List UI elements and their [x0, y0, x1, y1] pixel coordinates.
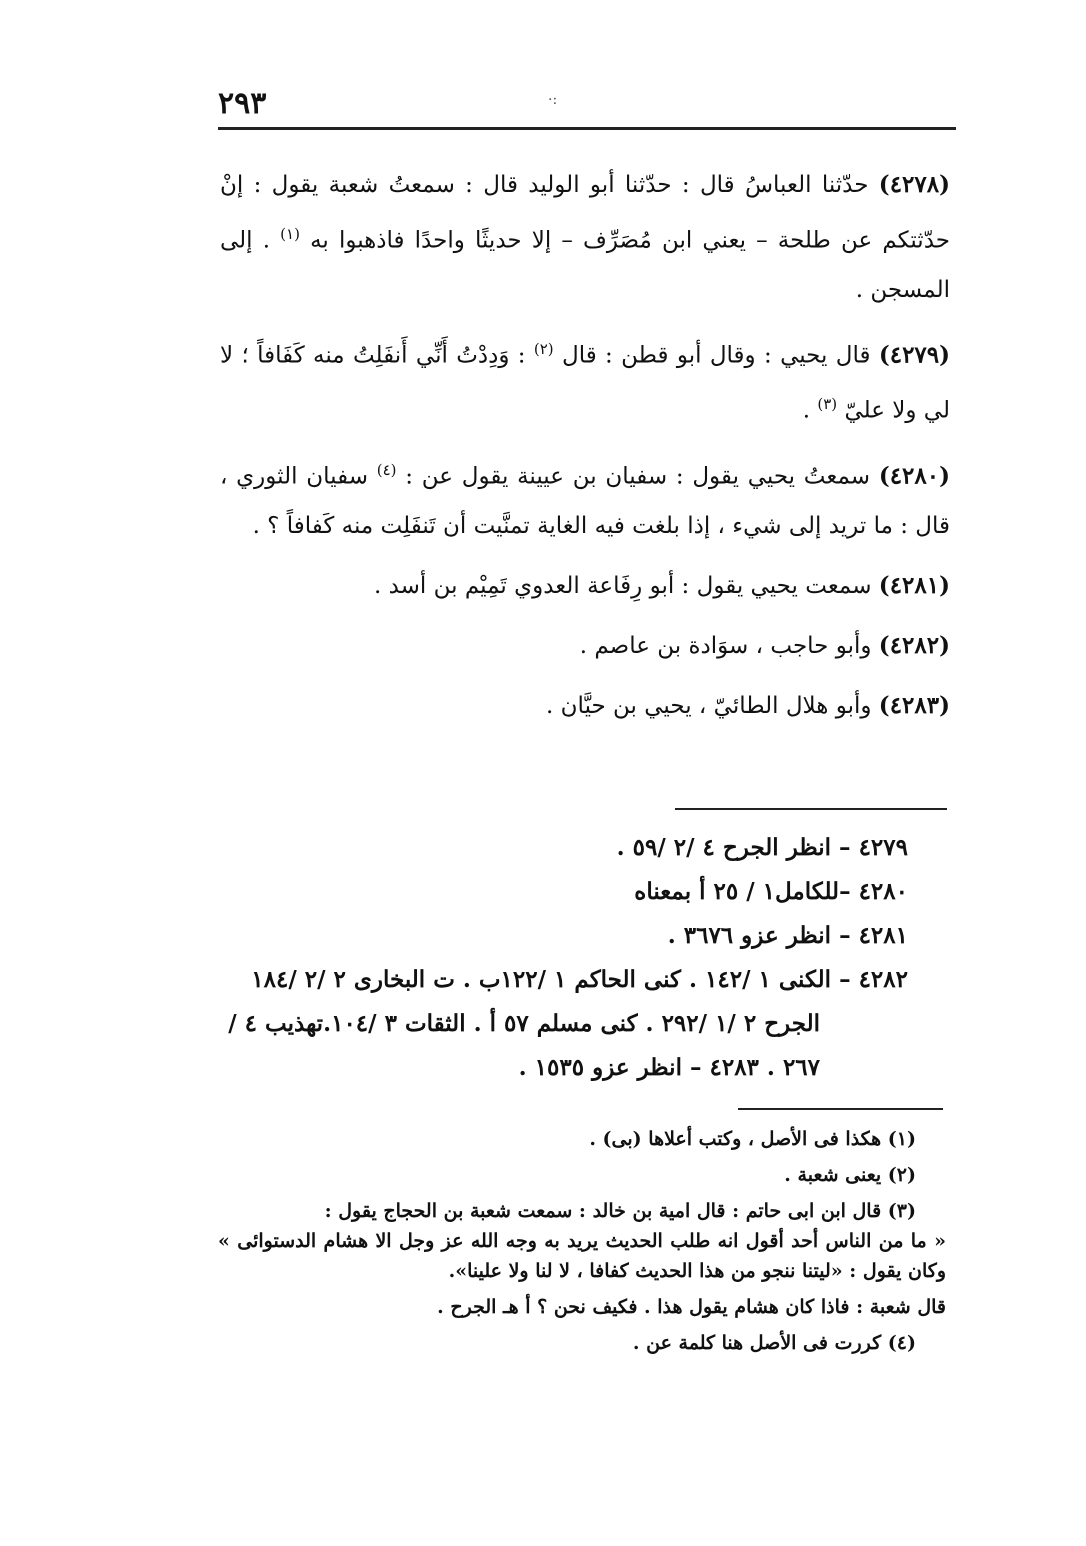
footnote-3: (٣) قال ابن ابى حاتم : قال امية بن خالد : سمعت شعبة بن الحجاج يقول :	[324, 1200, 916, 1222]
footnote-3-quote: « ما من الناس أحد أقول انه طلب الحديث يريد به وجه الله عز وجل الا هشام الدستوائى » وكان يقول : «ليتنا ننجو من هذا الحديث كفافا ، لا لنا ولا علينا».	[218, 1230, 946, 1282]
entry-text: وأبو حاجب ، سوَادة بن عاصم .	[579, 632, 872, 659]
entry-text: سمعت يحيي يقول : أبو رِفَاعة العدوي تَمِيْم بن أسد .	[373, 572, 872, 599]
footnote-1: (١) هكذا فى الأصل ، وكتب أعلاها (بى) .	[589, 1128, 916, 1150]
entry-number: (٤٢٧٨)	[878, 171, 950, 198]
scan-speck: ·:	[548, 92, 558, 108]
reference-line: ٤٢٨٠ –للكامل١ / ٢٥ أ بمعناه	[634, 878, 908, 905]
page-number: ٢٩٣	[218, 86, 267, 121]
entry-4282	[220, 621, 950, 671]
entry-number: (٤٢٧٩)	[878, 341, 951, 369]
reference-line: ٤٢٧٩ – انظر الجرح ٤ /٢ /٥٩ .	[616, 834, 908, 861]
entry-tail: .	[802, 397, 811, 424]
entry-text: قال يحيي : وقال أبو قطن : قال	[562, 342, 871, 369]
footnotes-block	[218, 1124, 946, 1364]
reference-line: ٢٦٧ . ٤٢٨٣ – انظر عزو ١٥٣٥ .	[518, 1054, 820, 1081]
entry-number: (٤٢٨٢)	[878, 631, 950, 659]
entry-tail: . إلى المسجن .	[220, 227, 950, 303]
footnote-ref: (٢)	[533, 339, 554, 358]
entry-number: (٤٢٨١)	[878, 571, 950, 599]
footnote-ref: (١)	[280, 225, 300, 243]
header-rule	[218, 127, 956, 130]
footnotes-divider	[738, 1108, 943, 1110]
main-text	[220, 160, 950, 741]
footnote-2: (٢) يعنى شعبة .	[784, 1164, 916, 1186]
reference-line: الجرح ٢ /١ /٢٩٢ . كنى مسلم ٥٧ أ . الثقات ٣ /١٠٤.تهذيب ٤ /	[228, 1010, 820, 1037]
footnote-4: (٤) كررت فى الأصل هنا كلمة عن .	[632, 1332, 916, 1354]
entry-4279	[220, 325, 950, 436]
entry-number: (٤٢٨٠)	[878, 462, 951, 490]
entry-tail: سفيان الثوري ، قال : ما تريد إلى شيء ، إذا بلغت فيه الغاية تمنَّيت أن تَنفَلِت منه كَفافاً ؟ .	[220, 463, 950, 539]
references-block	[218, 826, 908, 1090]
footnote-ref: (٣)	[817, 395, 838, 414]
entry-4283	[220, 681, 950, 731]
entry-number: (٤٢٨٣)	[878, 691, 950, 719]
entry-text: حدّثنا العباسُ قال : حدّثنا أبو الوليد قال : سمعتُ شعبة يقول : إنْ حدّثتكم عن طلحة – يعني ابن مُصَرِّف – إلا حديثًا واحدًا فاذهبوا به	[220, 172, 950, 254]
reference-line: ٤٢٨٢ – الكنى ١ /١٤٢ . كنى الحاكم ١ /١٢٢ب . ت البخارى ٢ /٢ /١٨٤	[251, 966, 908, 993]
references-divider	[675, 808, 947, 810]
entry-tail: : وَدِدْتُ أَنِّي أَنفَلِتُ منه كَفَافاً ؛ لا لي ولا عليّ	[220, 342, 950, 424]
entry-4280	[220, 446, 950, 551]
entry-text: سمعتُ يحيي يقول : سفيان بن عيينة يقول عن :	[405, 463, 871, 490]
entry-4278	[220, 160, 950, 315]
entry-text: وأبو هلال الطائيّ ، يحيي بن حيَّان .	[546, 692, 872, 719]
entry-4281	[220, 561, 950, 611]
reference-line: ٤٢٨١ – انظر عزو ٣٦٧٦ .	[667, 922, 908, 949]
footnote-3-end: قال شعبة : فاذا كان هشام يقول هذا . فكيف نحن ؟ أ هـ الجرح .	[437, 1296, 946, 1318]
footnote-ref: (٤)	[376, 460, 397, 479]
